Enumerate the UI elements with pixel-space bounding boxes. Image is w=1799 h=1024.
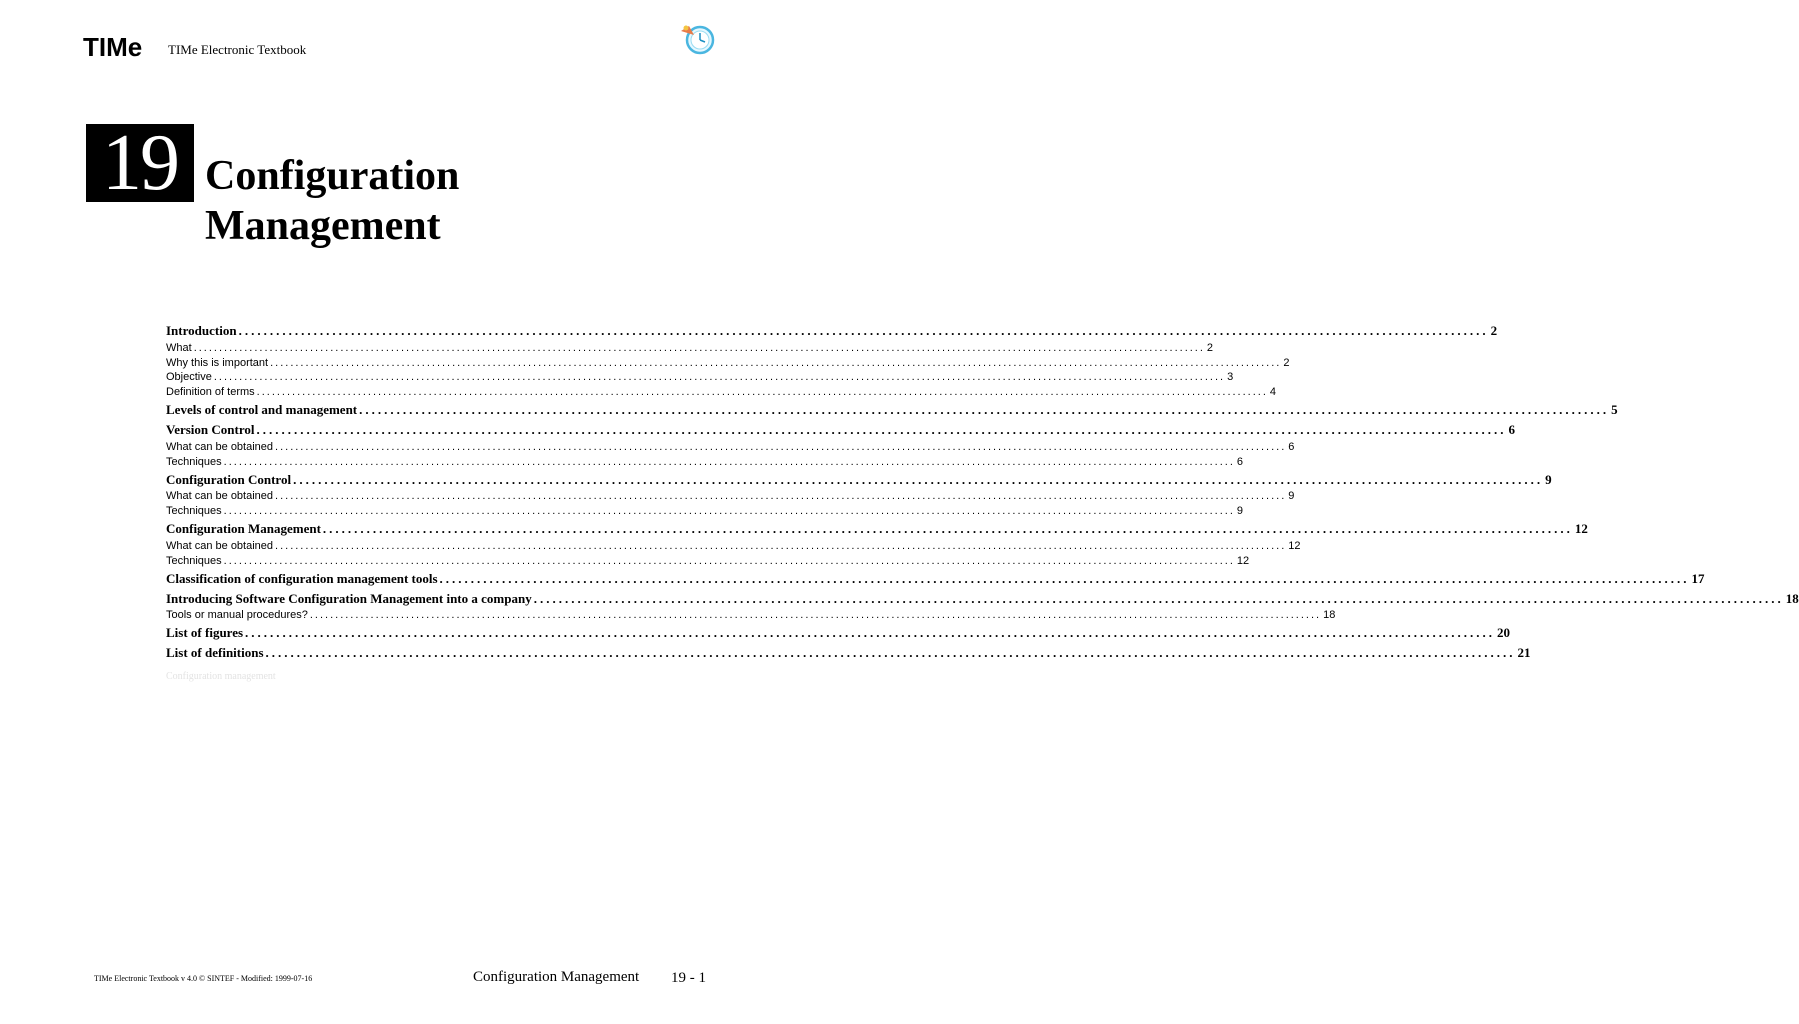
toc-leader-dots: ........................................................................................................................................................................................................ bbox=[322, 521, 1573, 537]
toc-entry-page: 21 bbox=[1517, 645, 1531, 661]
toc-leader-dots: ........................................................................................................................................................................................................ bbox=[238, 323, 1489, 339]
toc-entry[interactable] bbox=[166, 643, 1531, 663]
toc-leader-dots: ........................................................................................................................................................................................................ bbox=[223, 505, 1235, 518]
table-of-contents bbox=[166, 321, 1799, 684]
toc-leader-dots: ........................................................................................................................................................................................................ bbox=[439, 570, 1690, 586]
toc-leader-dots: ........................................................................................................................................................................................................ bbox=[359, 402, 1610, 418]
toc-subentry[interactable] bbox=[166, 489, 1295, 504]
chapter-number: 19 bbox=[102, 119, 178, 207]
chapter-title bbox=[205, 151, 459, 251]
footer-title: Configuration Management bbox=[473, 969, 640, 985]
toc-subentry[interactable] bbox=[166, 385, 1277, 400]
toc-entry-page: 12 bbox=[1236, 554, 1250, 567]
toc-entry-page: 2 bbox=[1490, 323, 1498, 339]
toc-entry-page: 2 bbox=[1283, 356, 1290, 369]
toc-subentry[interactable] bbox=[166, 504, 1244, 519]
toc-entry-title: Classification of configuration management tools bbox=[166, 570, 438, 586]
toc-entry[interactable] bbox=[166, 589, 1799, 609]
toc-entry-page: 18 bbox=[1323, 609, 1336, 622]
toc-entry[interactable] bbox=[166, 420, 1515, 440]
toc-leader-dots: ........................................................................................................................................................................................................ bbox=[256, 386, 1268, 399]
toc-entry-title: Objective bbox=[166, 371, 212, 384]
toc-subentry[interactable] bbox=[166, 455, 1244, 470]
toc-entry-title: What can be obtained bbox=[166, 440, 274, 453]
brand-logo-text: TIMe bbox=[83, 32, 143, 62]
toc-subentry[interactable] bbox=[166, 539, 1301, 554]
toc-leader-dots: ........................................................................................................................................................................................................ bbox=[533, 590, 1784, 606]
toc-entry[interactable] bbox=[166, 623, 1511, 643]
toc-entry-title: Techniques bbox=[166, 505, 222, 518]
toc-leader-dots: ........................................................................................................................................................................................................ bbox=[270, 356, 1282, 369]
toc-leader-dots: ........................................................................................................................................................................................................ bbox=[223, 554, 1235, 567]
toc-caption: Configuration management bbox=[166, 670, 276, 682]
toc-entry-title: Version Control bbox=[166, 422, 255, 438]
footer-page-number: 19 - 1 bbox=[671, 970, 706, 986]
toc-leader-dots: ........................................................................................................................................................................................................ bbox=[293, 471, 1544, 487]
toc-leader-dots: ........................................................................................................................................................................................................ bbox=[256, 422, 1507, 438]
toc-entry-page: 6 bbox=[1508, 422, 1515, 438]
toc-leader-dots: ........................................................................................................................................................................................................ bbox=[309, 609, 1322, 622]
toc-entry-page: 6 bbox=[1288, 440, 1295, 453]
toc-entry[interactable] bbox=[166, 519, 1588, 539]
toc-list bbox=[166, 321, 1799, 662]
toc-leader-dots: ........................................................................................................................................................................................................ bbox=[275, 440, 1287, 453]
footer-copyright: TIMe Electronic Textbook v 4.0 © SINTEF - Modified: 1999-07-16 bbox=[94, 974, 313, 983]
toc-entry[interactable] bbox=[166, 470, 1552, 490]
header-subtitle: TIMe Electronic Textbook bbox=[168, 42, 307, 57]
toc-entry-page: 18 bbox=[1785, 590, 1799, 606]
toc-entry-title: Techniques bbox=[166, 554, 222, 567]
toc-entry-title: Why this is important bbox=[166, 356, 269, 369]
toc-leader-dots: ........................................................................................................................................................................................................ bbox=[245, 625, 1496, 641]
toc-entry-page: 6 bbox=[1236, 455, 1244, 468]
toc-entry[interactable] bbox=[166, 569, 1705, 589]
toc-entry-title: Introduction bbox=[166, 323, 237, 339]
toc-entry-page: 9 bbox=[1236, 505, 1244, 518]
chapter-title-line2: Management bbox=[205, 203, 441, 249]
toc-entry[interactable] bbox=[166, 400, 1618, 420]
toc-entry-page: 20 bbox=[1497, 625, 1511, 641]
toc-leader-dots: ........................................................................................................................................................................................................ bbox=[223, 455, 1235, 468]
toc-leader-dots: ........................................................................................................................................................................................................ bbox=[275, 539, 1287, 552]
toc-entry-title: Configuration Control bbox=[166, 471, 292, 487]
toc-leader-dots: ........................................................................................................................................................................................................ bbox=[193, 341, 1205, 354]
toc-entry-page: 4 bbox=[1269, 386, 1277, 399]
toc-leader-dots: ........................................................................................................................................................................................................ bbox=[265, 645, 1516, 661]
toc-entry-page: 3 bbox=[1227, 371, 1234, 384]
toc-entry-page: 12 bbox=[1574, 521, 1588, 537]
clock-icon[interactable] bbox=[678, 22, 716, 56]
toc-entry-title: Tools or manual procedures? bbox=[166, 609, 308, 622]
toc-entry-title: Techniques bbox=[166, 455, 222, 468]
toc-entry-page: 9 bbox=[1545, 471, 1552, 487]
chapter-number-box bbox=[86, 119, 194, 207]
toc-entry-title: What bbox=[166, 341, 192, 354]
chapter-title-line1: Configuration bbox=[205, 153, 460, 199]
toc-entry[interactable] bbox=[166, 321, 1498, 341]
toc-entry-title: List of definitions bbox=[166, 645, 264, 661]
toc-subentry[interactable] bbox=[166, 608, 1336, 623]
toc-subentry[interactable] bbox=[166, 370, 1234, 385]
toc-entry-title: Introducing Software Configuration Management into a company bbox=[166, 590, 532, 606]
toc-subentry[interactable] bbox=[166, 341, 1214, 356]
toc-entry-page: 12 bbox=[1288, 539, 1301, 552]
toc-entry-title: Definition of terms bbox=[166, 386, 255, 399]
toc-entry-title: Levels of control and management bbox=[166, 402, 358, 418]
toc-subentry[interactable] bbox=[166, 440, 1295, 455]
toc-entry-title: What can be obtained bbox=[166, 539, 274, 552]
toc-entry-title: What can be obtained bbox=[166, 490, 274, 503]
toc-entry-title: List of figures bbox=[166, 625, 244, 641]
toc-entry-page: 5 bbox=[1611, 402, 1618, 418]
toc-entry-page: 17 bbox=[1691, 570, 1705, 586]
toc-subentry[interactable] bbox=[166, 356, 1290, 371]
toc-entry-page: 9 bbox=[1288, 490, 1295, 503]
toc-subentry[interactable] bbox=[166, 554, 1250, 569]
toc-leader-dots: ........................................................................................................................................................................................................ bbox=[213, 371, 1226, 384]
toc-leader-dots: ........................................................................................................................................................................................................ bbox=[275, 490, 1287, 503]
toc-entry-page: 2 bbox=[1206, 341, 1214, 354]
toc-entry-title: Configuration Management bbox=[166, 521, 321, 537]
